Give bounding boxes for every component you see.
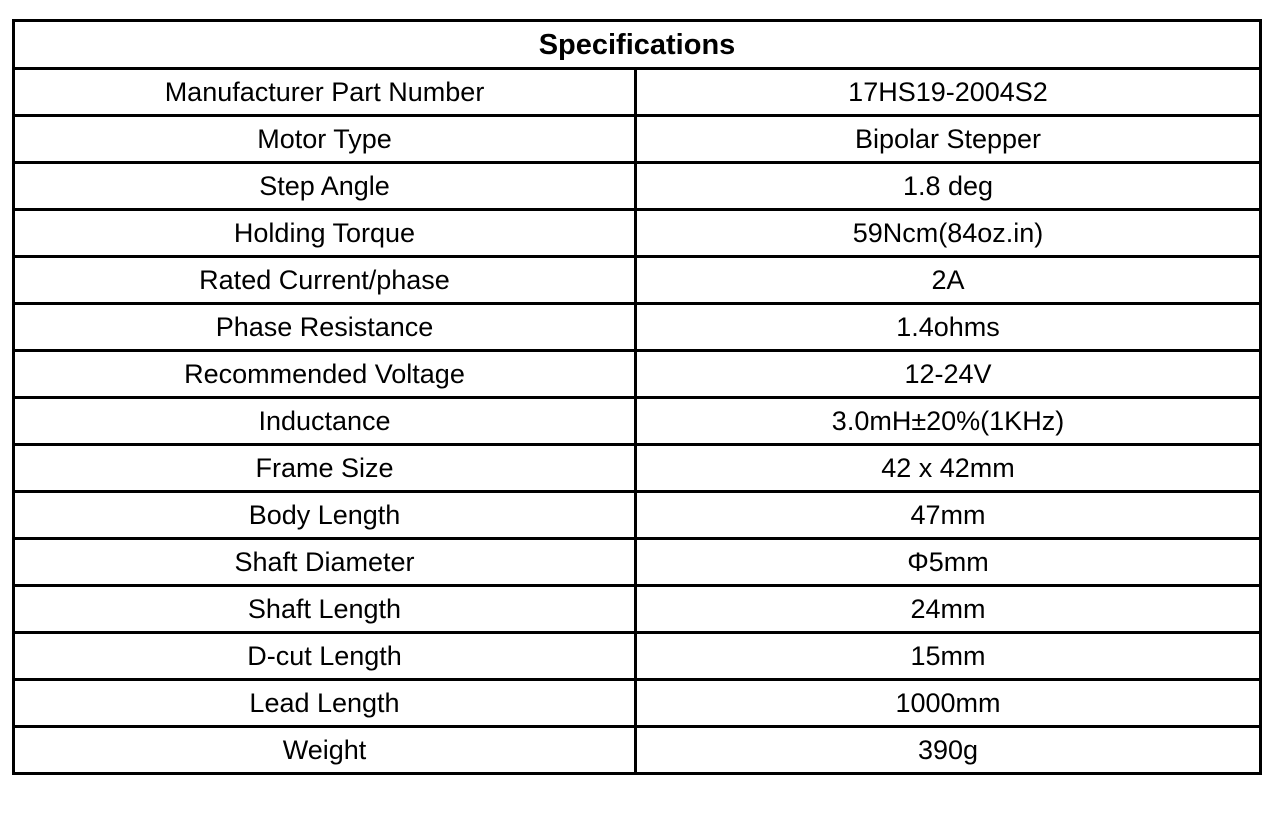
spec-label: Recommended Voltage [14,351,636,398]
spec-label: Inductance [14,398,636,445]
specifications-table [12,19,1262,775]
spec-value: 24mm [636,586,1261,633]
spec-value: 47mm [636,492,1261,539]
table-row [14,257,1261,304]
table-row [14,727,1261,774]
table-row [14,116,1261,163]
spec-value: 1.4ohms [636,304,1261,351]
table-row [14,633,1261,680]
table-row [14,586,1261,633]
spec-label: Phase Resistance [14,304,636,351]
spec-label: Shaft Length [14,586,636,633]
spec-label: Weight [14,727,636,774]
spec-label: Rated Current/phase [14,257,636,304]
spec-label: Lead Length [14,680,636,727]
table-row [14,69,1261,116]
table-row [14,304,1261,351]
table-row [14,492,1261,539]
spec-value: 1.8 deg [636,163,1261,210]
table-row [14,210,1261,257]
spec-value: 3.0mH±20%(1KHz) [636,398,1261,445]
spec-value: Bipolar Stepper [636,116,1261,163]
spec-label: Manufacturer Part Number [14,69,636,116]
table-row [14,539,1261,586]
table-row [14,351,1261,398]
spec-value: 15mm [636,633,1261,680]
spec-value: 2A [636,257,1261,304]
spec-label: Frame Size [14,445,636,492]
spec-label: D-cut Length [14,633,636,680]
table-header-row [14,21,1261,69]
spec-value: 59Ncm(84oz.in) [636,210,1261,257]
spec-label: Body Length [14,492,636,539]
spec-label: Holding Torque [14,210,636,257]
spec-value: 12-24V [636,351,1261,398]
table-row [14,680,1261,727]
spec-value: 1000mm [636,680,1261,727]
table-title: Specifications [14,21,1261,69]
table-row [14,445,1261,492]
spec-value: 17HS19-2004S2 [636,69,1261,116]
spec-label: Step Angle [14,163,636,210]
table-row [14,163,1261,210]
spec-label: Shaft Diameter [14,539,636,586]
spec-value: 390g [636,727,1261,774]
spec-value: 42 x 42mm [636,445,1261,492]
table-row [14,398,1261,445]
spec-label: Motor Type [14,116,636,163]
spec-value: Φ5mm [636,539,1261,586]
